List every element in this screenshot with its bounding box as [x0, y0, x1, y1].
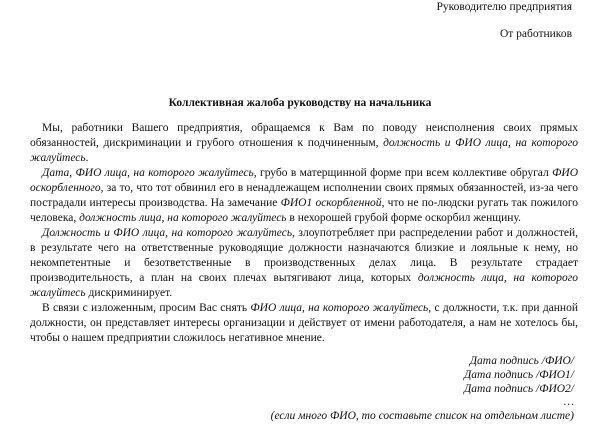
sender: От работников — [499, 28, 572, 40]
paragraph-1 — [30, 121, 578, 166]
paragraph-3 — [30, 226, 578, 301]
p4-text-2: , с должности, т.к. при данной должности, он представляет интересы организации и действует от имени работодателя, а нам не хотелось бы, чтобы о нашем предприятии сложилось негативное мнение. — [30, 302, 578, 344]
p2-text-4: в нехорошей грубой форме оскорбил женщину. — [286, 212, 521, 224]
p2-placeholder-1: Дата, ФИО лица, на которого жалуйтесь — [42, 167, 254, 179]
p3-text-1: , злоупотребляет при распределении работ и должностей, в результате чего на ответственные руководящие должности назначаются близкие и лояльные к нему, но некомпетентные и безответственные в производственных делах лица. В результате страдает производительность, а план на своих плечах вытягивают лица, которых — [30, 227, 578, 284]
p3-placeholder-2: должность лица, на которого жалуйтесь — [30, 272, 578, 299]
paragraph-4 — [30, 301, 578, 346]
p2-text-2: , за то, что тот обвинил его в ненадлежащем исполнении своих прямых обязанностей, из-за чего пострадали интересы производства. На замечание — [30, 182, 578, 209]
p2-placeholder-4: должность лица, на которого жалуйтесь — [79, 212, 287, 224]
paragraph-2 — [30, 166, 578, 226]
p4-text-1: В связи с изложенным, просим Вас снять — [42, 302, 251, 314]
p2-placeholder-2: ФИО оскорбленного — [30, 167, 578, 194]
p2-text-3: , что не по-людски ругать так пожилого человека, — [30, 197, 579, 224]
signature-line-1: Дата подпись /ФИО/ — [469, 355, 574, 367]
p1-text-1: Мы, работники Вашего предприятия, обращаемся к Вам по поводу неисполнения своих прямых обязанностей, дискриминации и грубого отношения к подчиненным, — [30, 122, 578, 149]
signature-line-3: Дата подпись /ФИО2/ — [463, 383, 574, 395]
p4-placeholder-1: ФИО лица, на которого жалуйтесь — [250, 302, 429, 314]
p1-placeholder-1: должность и ФИО лица, на которого жалуйтесь — [30, 137, 578, 164]
p1-text-2: . — [85, 152, 89, 164]
footnote: (если много ФИО, то составьте список на отдельном листе) — [270, 410, 574, 422]
document-title: Коллективная жалоба руководству на начальника — [168, 97, 432, 109]
p3-text-2: дискриминирует. — [85, 287, 173, 299]
signature-line-2: Дата подпись /ФИО1/ — [463, 369, 574, 381]
addressee: Руководителю предприятия — [436, 1, 572, 13]
p2-text-1: , грубо в матерщинной форме при всем коллективе обругал — [253, 167, 553, 179]
signature-ellipsis: … — [563, 396, 574, 408]
p3-placeholder-1: Должность и ФИО лица, на которого жалуйтесь — [42, 227, 293, 239]
complaint-body — [30, 121, 578, 346]
p2-placeholder-3: ФИО1 оскорбленной — [280, 197, 382, 209]
